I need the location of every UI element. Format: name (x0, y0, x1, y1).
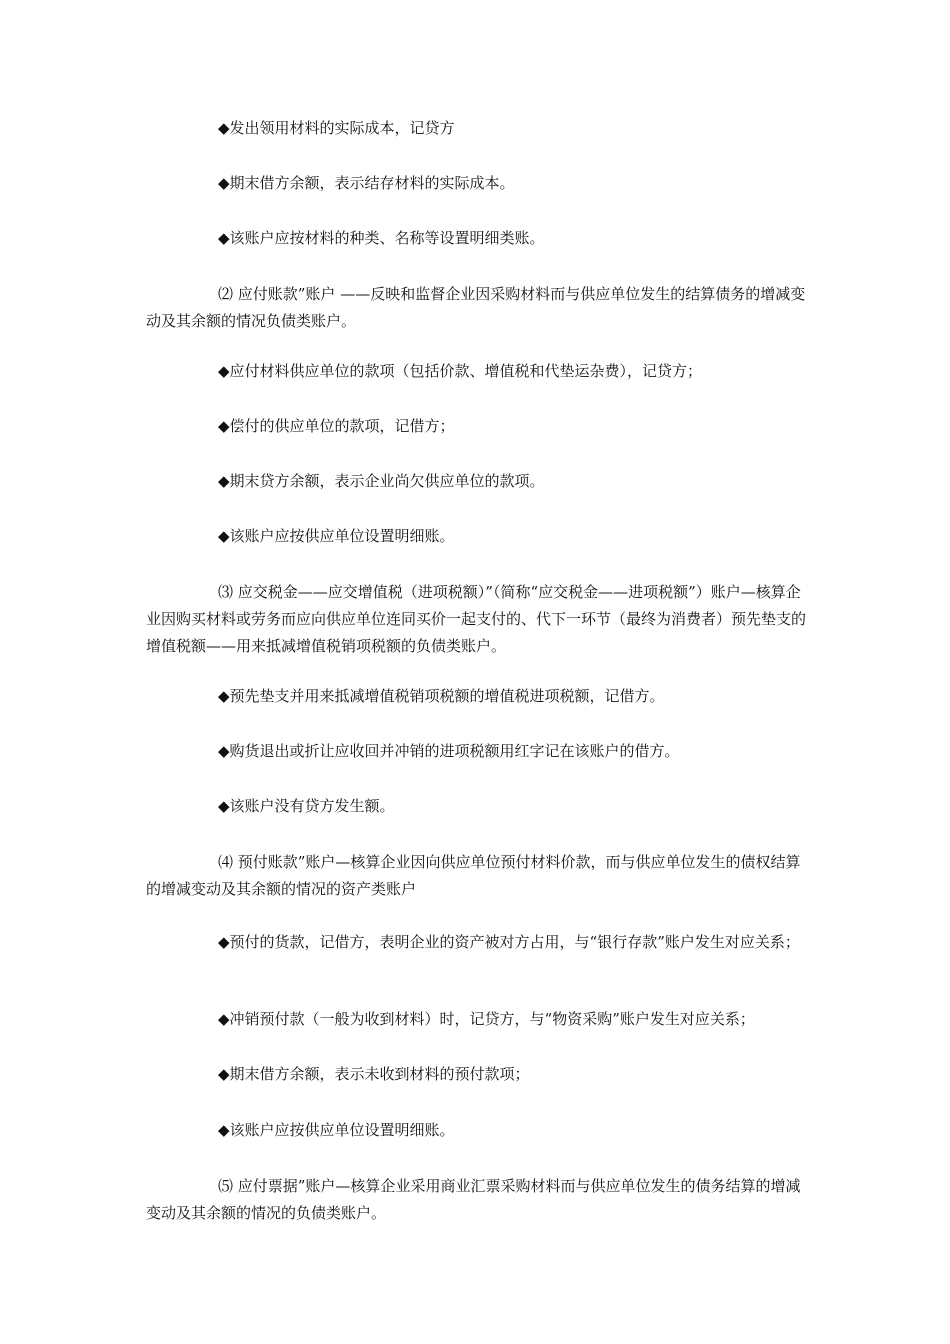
account-paragraph-accounts-payable: ⑵ 应付账款”账户 ——反映和监督企业因采购材料而与供应单位发生的结算债务的增减变动及其余额的情况负债类账户。 (146, 285, 806, 330)
bullet-paragraph: ◆预先垫支并用来抵减增值税销项税额的增值税进项税额，记借方。 (218, 687, 665, 705)
account-paragraph-notes-payable: ⑸ 应付票据”账户—核算企业采用商业汇票采购材料而与供应单位发生的债务结算的增减变动及其余额的情况的负债类账户。 (146, 1177, 801, 1222)
bullet-paragraph: ◆冲销预付款（一般为收到材料）时，记贷方，与“物资采购”账户发生对应关系； (218, 1010, 755, 1028)
account-paragraph-prepayments: ⑷ 预付账款”账户—核算企业因向供应单位预付材料价款，而与供应单位发生的债权结算的增减变动及其余额的情况的资产类账户 (146, 853, 801, 898)
bullet-paragraph: ◆期末借方余额，表示未收到材料的预付款项； (218, 1065, 530, 1083)
bullet-paragraph: ◆该账户没有贷方发生额。 (218, 797, 395, 815)
bullet-paragraph: ◆期末贷方余额，表示企业尚欠供应单位的款项。 (218, 472, 545, 490)
bullet-paragraph: ◆购货退出或折让应收回并冲销的进项税额用红字记在该账户的借方。 (218, 742, 680, 760)
bullet-paragraph: ◆发出领用材料的实际成本，记贷方 (218, 119, 455, 137)
bullet-paragraph: ◆该账户应按材料的种类、名称等设置明细类账。 (218, 229, 545, 247)
bullet-paragraph: ◆预付的货款，记借方，表明企业的资产被对方占用，与“银行存款”账户发生对应关系； (218, 933, 800, 951)
bullet-paragraph: ◆偿付的供应单位的款项，记借方； (218, 417, 455, 435)
bullet-paragraph: ◆该账户应按供应单位设置明细账。 (218, 527, 455, 545)
bullet-paragraph: ◆应付材料供应单位的款项（包括价款、增值税和代垫运杂费），记贷方； (218, 362, 703, 380)
bullet-paragraph: ◆期末借方余额，表示结存材料的实际成本。 (218, 174, 515, 192)
account-paragraph-vat-input: ⑶ 应交税金——应交增值税（进项税额）”（简称“应交税金——进项税额”）账户—核算企业因购买材料或劳务而应向供应单位连同买价一起支付的、代下一环节（最终为消费者）预先垫支的增值税额——用来抵减增值税销项税额的负债类账户。 (146, 583, 807, 655)
bullet-paragraph: ◆该账户应按供应单位设置明细账。 (218, 1121, 455, 1139)
